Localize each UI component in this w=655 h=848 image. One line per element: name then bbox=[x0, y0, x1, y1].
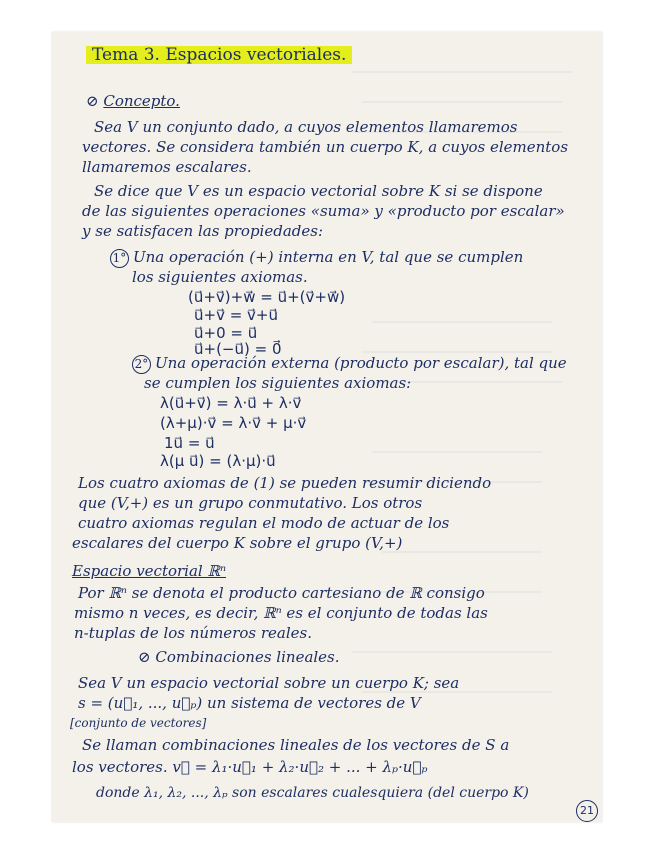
text-line: de las siguientes operaciones «suma» y «producto por escalar» bbox=[82, 202, 565, 220]
text-line: los siguientes axiomas. bbox=[132, 268, 308, 286]
text-line: Se llaman combinaciones lineales de los vectores de S a bbox=[82, 736, 510, 754]
text-line: llamaremos escalares. bbox=[82, 158, 252, 176]
axiom: u⃗+0 = u⃗ bbox=[194, 324, 258, 342]
section-heading-concepto: ⊘ Concepto. bbox=[86, 92, 180, 110]
text-line: Sea V un espacio vectorial sobre un cuerpo K; sea bbox=[78, 674, 460, 692]
circled-number-2: 2° bbox=[132, 355, 151, 374]
text-line: se cumplen los siguientes axiomas: bbox=[144, 374, 412, 392]
text-line: Por ℝⁿ se denota el producto cartesiano de ℝ consigo bbox=[78, 584, 485, 602]
text-line: Se dice que V es un espacio vectorial sobre K si se dispone bbox=[94, 182, 543, 200]
operation-1-line: 1° Una operación (+) interna en V, tal que se cumplen bbox=[110, 248, 523, 268]
section-heading-rn: Espacio vectorial ℝⁿ bbox=[72, 562, 227, 580]
bullet-icon: ⊘ bbox=[86, 92, 104, 110]
axiom: (λ+μ)·v⃗ = λ·v⃗ + μ·v⃗ bbox=[160, 414, 307, 432]
text-line: escalares del cuerpo K sobre el grupo (V,+) bbox=[72, 534, 403, 552]
text-line: los vectores. v⃗ = λ₁·u⃗₁ + λ₂·u⃗₂ + ... + λₚ·u⃗ₚ bbox=[72, 758, 428, 776]
text-line: s = (u⃗₁, ..., u⃗ₚ) un sistema de vectores de V bbox=[78, 694, 421, 712]
text-note: [conjunto de vectores] bbox=[70, 716, 207, 730]
circled-number-1: 1° bbox=[110, 249, 129, 268]
axiom: u⃗+v⃗ = v⃗+u⃗ bbox=[194, 306, 279, 324]
operation-2-line: 2° Una operación externa (producto por escalar), tal que bbox=[132, 354, 567, 374]
text-line: n-tuplas de los números reales. bbox=[74, 624, 312, 642]
notebook-page bbox=[52, 32, 602, 822]
section-heading-combinaciones: ⊘ Combinaciones lineales. bbox=[138, 648, 340, 666]
text-line: cuatro axiomas regulan el modo de actuar de los bbox=[78, 514, 450, 532]
bullet-icon: ⊘ bbox=[138, 648, 156, 666]
axiom: (u⃗+v⃗)+w⃗ = u⃗+(v⃗+w⃗) bbox=[188, 288, 346, 306]
text-line: Los cuatro axiomas de (1) se pueden resumir diciendo bbox=[78, 474, 492, 492]
text-line: Sea V un conjunto dado, a cuyos elementos llamaremos bbox=[94, 118, 518, 136]
axiom: u⃗+(−u⃗) = 0⃗ bbox=[194, 340, 282, 358]
text-line: que (V,+) es un grupo conmutativo. Los otros bbox=[78, 494, 423, 512]
text-line: mismo n veces, es decir, ℝⁿ es el conjunto de todas las bbox=[74, 604, 488, 622]
text-line: y se satisfacen las propiedades: bbox=[82, 222, 324, 240]
text-line: donde λ₁, λ₂, ..., λₚ son escalares cualesquiera (del cuerpo K) bbox=[96, 785, 529, 801]
page-number: 21 bbox=[576, 800, 598, 822]
page-title: Tema 3. Espacios vectoriales. bbox=[86, 46, 352, 64]
axiom: λ(u⃗+v⃗) = λ·u⃗ + λ·v⃗ bbox=[160, 394, 302, 412]
axiom: λ(μ u⃗) = (λ·μ)·u⃗ bbox=[160, 452, 276, 470]
text-line: vectores. Se considera también un cuerpo K, a cuyos elementos bbox=[82, 138, 569, 156]
axiom: 1u⃗ = u⃗ bbox=[164, 434, 215, 452]
